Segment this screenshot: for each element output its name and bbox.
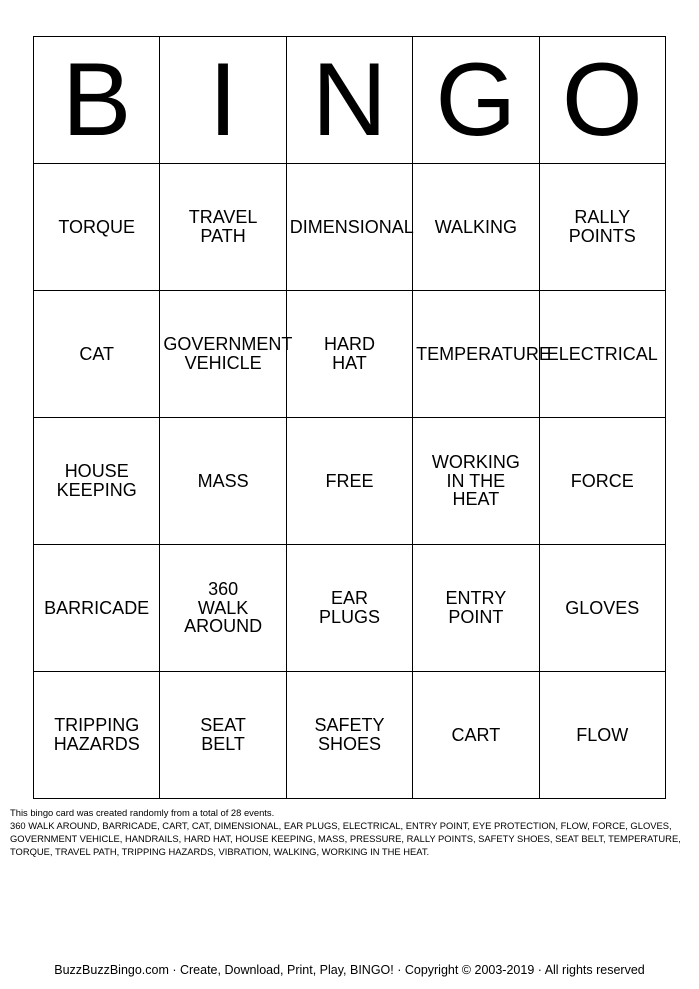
bingo-cell: ELECTRICAL <box>539 291 665 418</box>
header-letter-g: G <box>413 37 539 164</box>
bingo-cell: WALKING <box>413 164 539 291</box>
bingo-cell: EAR PLUGS <box>286 545 412 672</box>
bingo-cell: ENTRY POINT <box>413 545 539 672</box>
bingo-cell: BARRICADE <box>34 545 160 672</box>
bingo-cell: MASS <box>160 418 286 545</box>
card-generation-note <box>10 806 692 858</box>
bingo-header-row <box>34 37 666 164</box>
bingo-cell: RALLY POINTS <box>539 164 665 291</box>
bingo-row <box>34 545 666 672</box>
bingo-cell: SEAT BELT <box>160 672 286 799</box>
bingo-row <box>34 418 666 545</box>
note-intro: This bingo card was created randomly from a total of 28 events. <box>10 807 275 818</box>
bingo-cell: 360 WALK AROUND <box>160 545 286 672</box>
page-footer: BuzzBuzzBingo.com · Create, Download, Print, Play, BINGO! · Copyright © 2003-2019 · All rights reserved <box>54 963 645 977</box>
bingo-cell: CART <box>413 672 539 799</box>
header-letter-b: B <box>34 37 160 164</box>
bingo-cell: DIMENSIONAL <box>286 164 412 291</box>
bingo-cell: GOVERNMENT VEHICLE <box>160 291 286 418</box>
bingo-cell: CAT <box>34 291 160 418</box>
bingo-cell: TORQUE <box>34 164 160 291</box>
bingo-cell: SAFETY SHOES <box>286 672 412 799</box>
bingo-cell: TRIPPING HAZARDS <box>34 672 160 799</box>
bingo-cell: FORCE <box>539 418 665 545</box>
bingo-cell: WORKING IN THE HEAT <box>413 418 539 545</box>
header-letter-n: N <box>286 37 412 164</box>
bingo-row <box>34 164 666 291</box>
bingo-cell: GLOVES <box>539 545 665 672</box>
bingo-row <box>34 672 666 799</box>
bingo-free-cell: FREE <box>286 418 412 545</box>
bingo-card <box>33 36 666 799</box>
header-letter-i: I <box>160 37 286 164</box>
bingo-cell: TEMPERATURE <box>413 291 539 418</box>
bingo-cell: FLOW <box>539 672 665 799</box>
header-letter-o: O <box>539 37 665 164</box>
bingo-cell: TRAVEL PATH <box>160 164 286 291</box>
bingo-cell: HARD HAT <box>286 291 412 418</box>
bingo-cell: HOUSE KEEPING <box>34 418 160 545</box>
note-event-list: 360 WALK AROUND, BARRICADE, CART, CAT, DIMENSIONAL, EAR PLUGS, ELECTRICAL, ENTRY POINT, EYE PROTECTION, FLOW, FORCE, GLOVES, GOVERNMENT VEHICLE, HANDRAILS, HARD HAT, HOUSE KEEPING, MASS, PRESSURE, RALLY POINTS, SAFETY SHOES, SEAT BELT, TEMPERATURE, TORQUE, TRAVEL PATH, TRIPPING HAZARDS, VIBRATION, WALKING, WORKING IN THE HEAT. <box>10 820 681 857</box>
bingo-row <box>34 291 666 418</box>
